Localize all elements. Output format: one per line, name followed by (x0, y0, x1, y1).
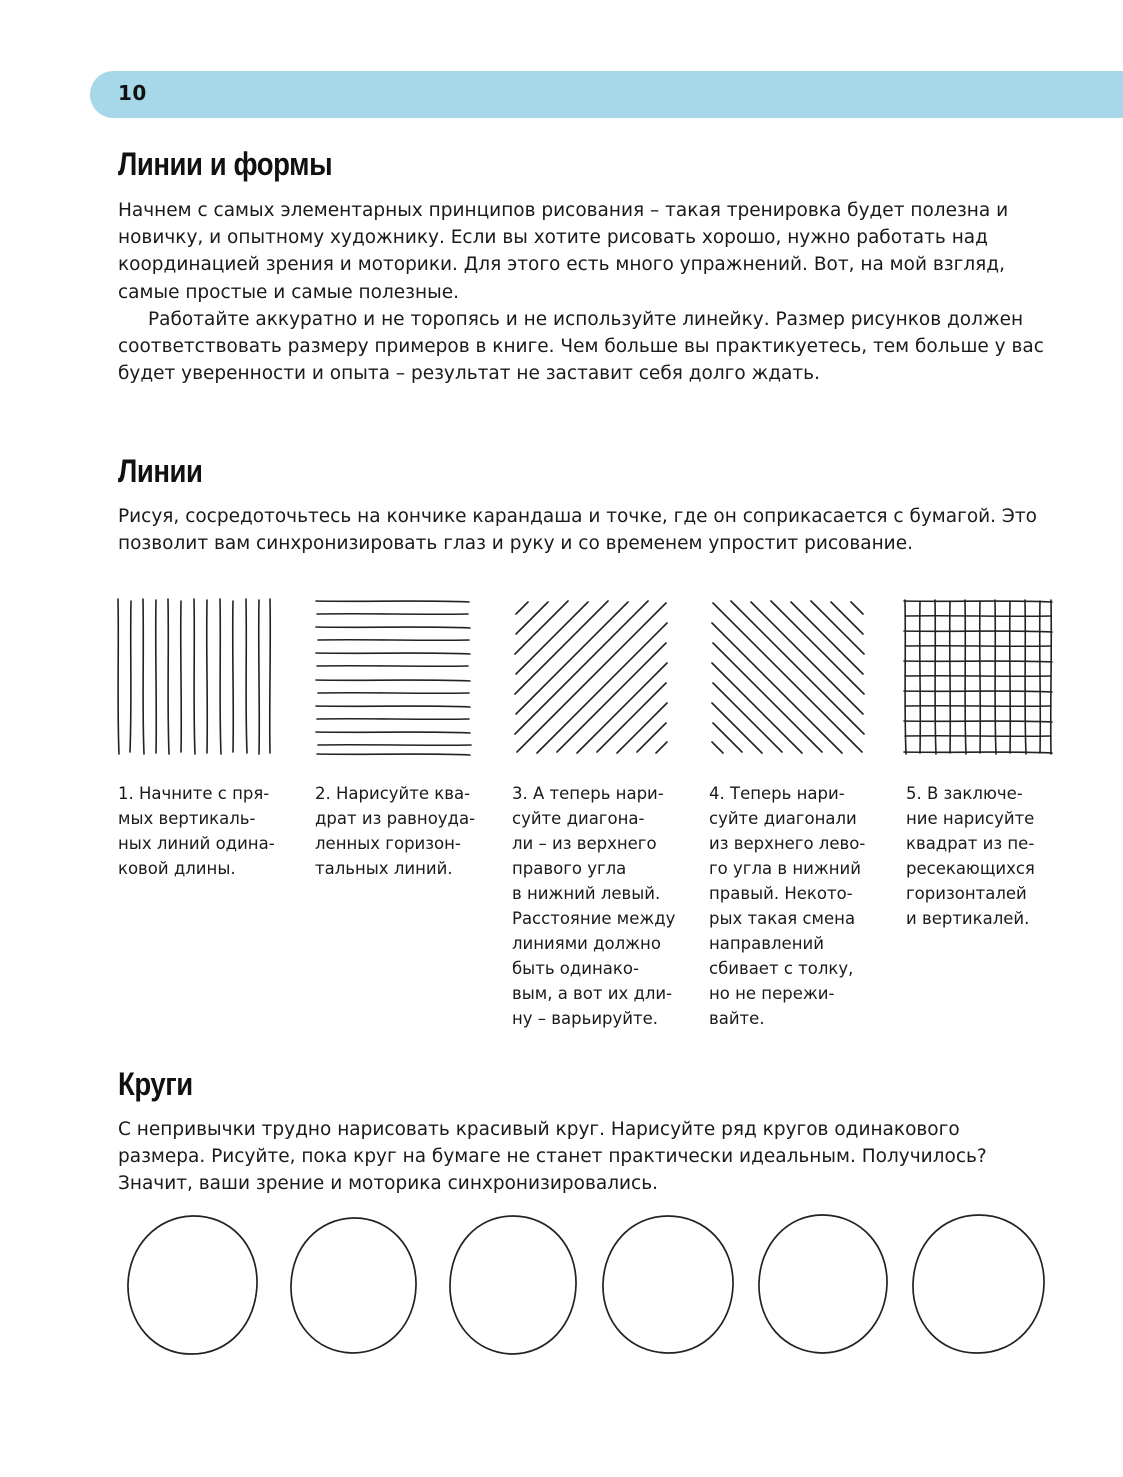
exercise-caption-1: 1. Начните с пря- мых вертикаль- ных линий одина- ковой длины. (118, 784, 275, 878)
diagonal-lines-left-to-right-figure (707, 596, 869, 758)
diagonal-lines-right-to-left-figure (510, 596, 672, 758)
hand-drawn-circle-2 (285, 1210, 423, 1360)
section-title-circles: Круги (118, 1066, 193, 1102)
page-number: 10 (118, 81, 147, 105)
exercise-caption-4: 4. Теперь нари- суйте диагонали из верхнего лево- го угла в нижний правый. Некото- рых такая смена направлений сбивает с толку, но не пережи- вайте. (709, 784, 866, 1028)
exercise-caption-3: 3. А теперь нари- суйте диагона- ли – из верхнего правого угла в нижний левый. Расстояние между линиями должно быть одинако- вым, а вот их дли- ну – варьируйте. (512, 784, 676, 1028)
hand-drawn-circle-5 (752, 1210, 894, 1360)
hand-drawn-circle-3 (444, 1210, 582, 1360)
intro-paragraph-1: Начнем с самых элементарных принципов рисования – такая тренировка будет полезна и новичку, и опытному художнику. Если вы хотите рисовать хорошо, нужно работать над координацией зрения и моторики. Для этого есть много упражнений. Вот, на мой взгляд, самые простые и самые полезные. (118, 200, 1009, 303)
hand-drawn-circle-1 (122, 1210, 264, 1360)
hand-drawn-circle-4 (597, 1210, 739, 1360)
section-title-lines-forms: Линии и формы (118, 146, 333, 182)
intro-paragraph (118, 197, 1048, 387)
intro-paragraph-2: Работайте аккуратно и не торопясь и не используйте линейку. Размер рисунков должен соответствовать размеру примеров в книге. Чем больше вы практикуетесь, тем больше у вас будет уверенности и опыта – результат не заставит себя долго ждать. (118, 308, 1044, 385)
vertical-lines-figure (114, 596, 274, 758)
hand-drawn-circle-6 (906, 1210, 1050, 1360)
exercise-caption-5: 5. В заключе- ние нарисуйте квадрат из пе- ресекающихся горизонталей и вертикалей. (906, 784, 1035, 928)
section-title-lines: Линии (118, 453, 203, 489)
page-header-band (90, 71, 1123, 118)
exercise-caption-2: 2. Нарисуйте ква- драт из равноуда- ленных горизон- тальных линий. (315, 784, 476, 878)
lines-paragraph: Рисуя, сосредоточьтесь на кончике карандаша и точке, где он соприкасается с бумагой. Это позволит вам синхронизировать глаз и руку и со временем упростит рисование. (118, 506, 1037, 555)
circles-paragraph: С непривычки трудно нарисовать красивый круг. Нарисуйте ряд кругов одинакового размера. Рисуйте, пока круг на бумаге не станет практически идеальным. Получилось? Значит, ваши зрение и моторика синхронизировались. (118, 1119, 987, 1195)
horizontal-lines-figure (313, 596, 475, 758)
grid-lines-figure (901, 596, 1056, 758)
